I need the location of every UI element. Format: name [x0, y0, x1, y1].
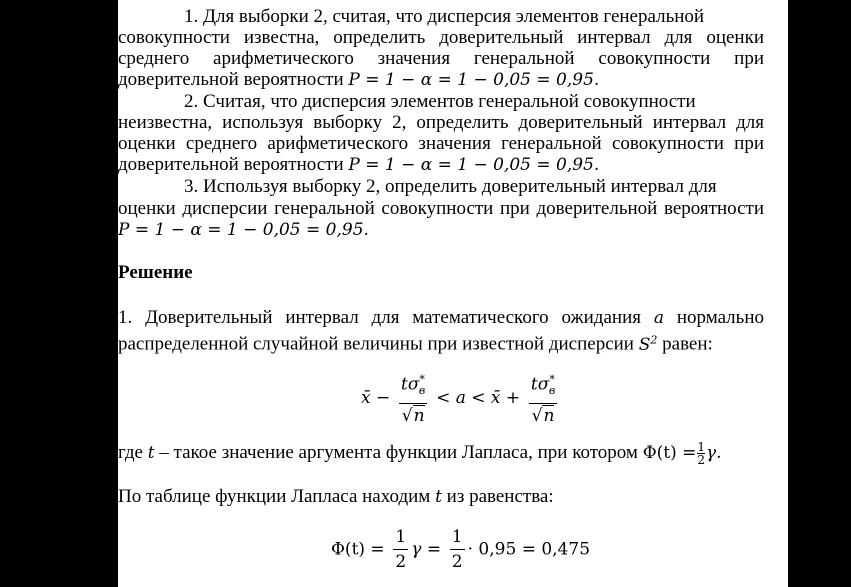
- task1-formula: P = 1 − α = 1 − 0,05 = 0,95.: [348, 70, 600, 90]
- solution-p1-line2-end: равен:: [662, 333, 713, 355]
- task1-line4: [118, 69, 599, 91]
- task2-line1: 2. Считая, что дисперсия элементов генеральной совокупности: [184, 91, 696, 112]
- document-page: [118, 0, 788, 587]
- solution-heading: [118, 262, 193, 284]
- where-phi: Φ(t) =: [642, 442, 697, 463]
- task3-formula: P = 1 − α = 1 − 0,05 = 0,95.: [118, 220, 369, 240]
- eq2-rhs: · 0,95 = 0,475: [467, 539, 591, 560]
- task2-line3: оценки среднего арифметического значения генеральной совокупности при: [118, 133, 764, 154]
- task1-line4-text: доверительной вероятности: [118, 69, 349, 90]
- confidence-interval-formula: [361, 368, 560, 428]
- solution-p1-line2-text: распределенной случайной величины при известной дисперсии: [118, 333, 634, 355]
- task3-line2: оценки дисперсии генеральной совокупности при доверительной вероятности: [118, 198, 764, 219]
- where-line: [118, 441, 722, 466]
- eq2-lhs: Φ(t) =: [331, 539, 385, 560]
- solution-var-a: a: [653, 308, 664, 328]
- table-text: По таблице функции Лапласа находим: [118, 486, 431, 507]
- where-half: $\frac{1}{2}$: [697, 440, 706, 467]
- solution-p1-line1-text: 1. Доверительный интервал для математического ожидания: [118, 307, 641, 328]
- where-text: где: [118, 441, 143, 463]
- task2-formula: P = 1 − α = 1 − 0,05 = 0,95.: [348, 155, 600, 175]
- task1-line2: совокупности известна, определить доверительный интервал для оценки: [118, 27, 764, 48]
- eq2-gamma: γ =: [411, 539, 442, 560]
- solution-p1-line2: [118, 329, 713, 356]
- task3-line1: 3. Используя выборку 2, определить доверительный интервал для: [184, 176, 717, 197]
- where-var-t: t: [147, 442, 155, 463]
- eq2-half-2: $\frac{1}{2}$: [451, 527, 463, 572]
- task1-line3: среднего арифметического значения генеральной совокупности при: [118, 48, 764, 69]
- laplace-equation: [331, 525, 590, 574]
- eq1-fraction-left: $\frac{t\sigma^*_в}{√n}$: [399, 368, 427, 428]
- task1-line1: 1. Для выборки 2, считая, что дисперсия элементов генеральной: [184, 6, 705, 27]
- eq2-half-1: $\frac{1}{2}$: [395, 527, 407, 572]
- task3-line3: [118, 219, 369, 241]
- where-rest: – такое значение аргумента функции Лапласа, при котором: [159, 441, 638, 463]
- eq1-fraction-right: $\frac{t\sigma^*_в}{√n}$: [529, 368, 557, 428]
- solution-var-S: $S^2$: [638, 333, 658, 355]
- task2-line4: [118, 154, 599, 176]
- eq1-left: x̄ −: [361, 388, 391, 409]
- solution-p1-line1: [118, 307, 764, 329]
- table-var-t: t: [435, 487, 442, 507]
- where-gamma: γ.: [706, 442, 722, 463]
- task2-line2: неизвестна, используя выборку 2, определить доверительный интервал для: [118, 112, 764, 133]
- solution-var-S-power: 2: [650, 333, 658, 346]
- table-end: из равенства:: [446, 486, 554, 507]
- solution-p1-line1-end: нормально: [676, 307, 765, 328]
- eq1-middle: < a < x̄ +: [436, 388, 521, 409]
- task2-line4-text: доверительной вероятности: [118, 154, 349, 175]
- solution-heading-text: Решение: [118, 262, 193, 283]
- table-line: [118, 486, 554, 508]
